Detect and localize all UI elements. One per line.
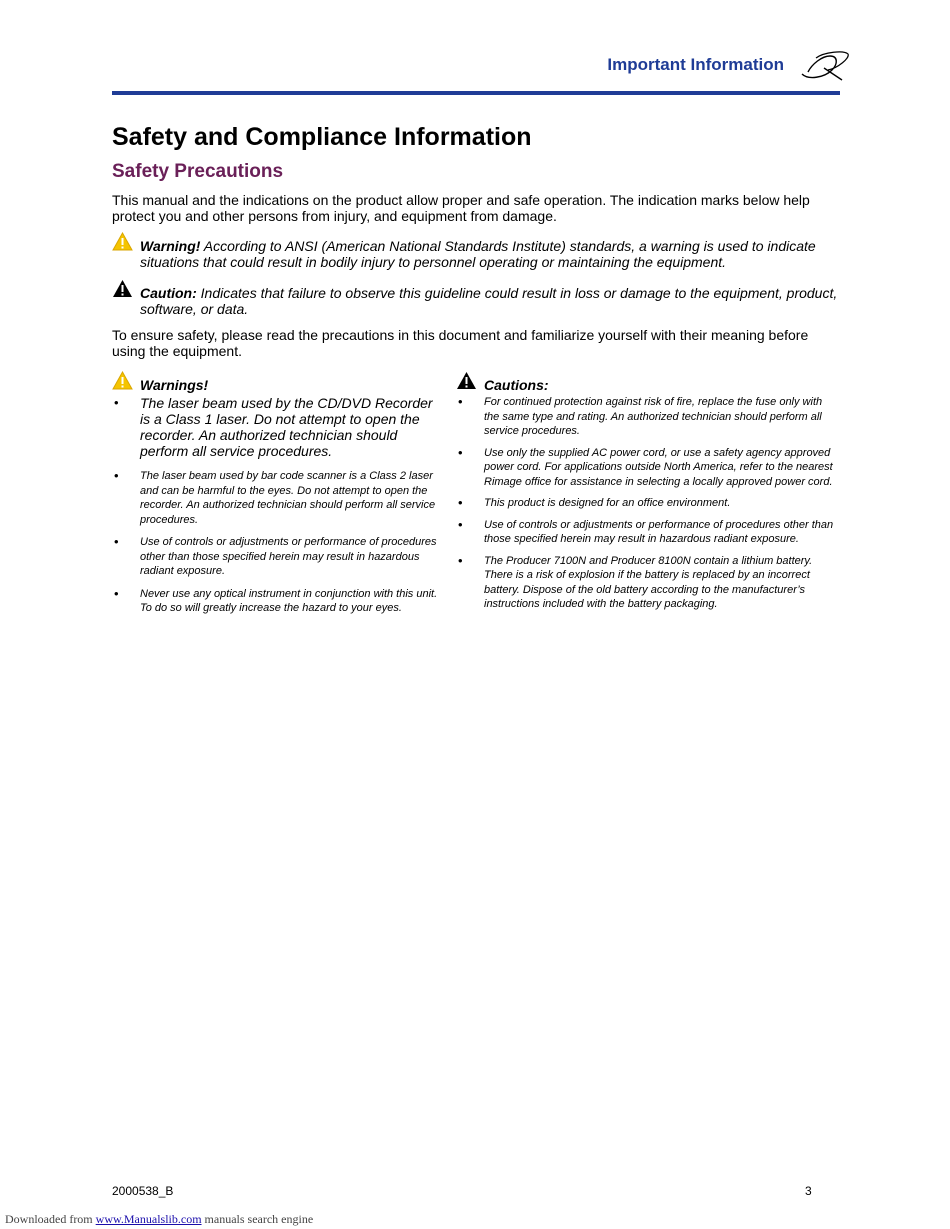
list-item: • For continued protection against risk of fire, replace the fuse only with the same type and rating. An authorized technician should perform all service procedures. — [456, 395, 840, 439]
warning-notice — [112, 238, 840, 270]
list-item: • The laser beam used by the CD/DVD Recorder is a Class 1 laser. Do not attempt to open the recorder. An authorized technician should perform all service procedures. — [112, 395, 442, 459]
yellow-warning-triangle-icon — [112, 371, 133, 390]
download-source-bar — [5, 1212, 313, 1227]
caution-text: Indicates that failure to observe this guideline could result in loss or damage to the equipment, product, software, or data. — [140, 285, 838, 317]
list-item: • Never use any optical instrument in conjunction with this unit. To do so will greatly increase the hazard to your eyes. — [112, 587, 442, 616]
cautions-column — [456, 373, 840, 619]
yellow-warning-triangle-icon — [112, 232, 133, 251]
cautions-heading-row — [456, 373, 840, 395]
header-title: Important Information — [607, 55, 784, 74]
header-rule — [112, 91, 840, 95]
warning-label: Warning! — [140, 238, 201, 254]
warnings-heading-row — [112, 373, 442, 395]
list-item: • Use of controls or adjustments or performance of procedures other than those specified herein may result in hazardous radiant exposure. — [456, 518, 840, 547]
warnings-list — [112, 395, 442, 616]
list-item: • This product is designed for an office environment. — [456, 496, 840, 511]
footer-page-number: 3 — [805, 1184, 812, 1198]
rimage-logo-icon — [798, 50, 850, 82]
page-title: Safety and Compliance Information — [112, 123, 532, 151]
manualslib-link[interactable]: www.Manualslib.com — [95, 1212, 202, 1226]
list-item: • The Producer 7100N and Producer 8100N contain a lithium battery. There is a risk of explosion if the battery is replaced by an incorrect battery. Dispose of the old battery according to the manufacturer’s instructions included with the battery packaging. — [456, 554, 840, 612]
black-caution-triangle-icon — [112, 279, 133, 298]
list-item: • Use only the supplied AC power cord, or use a safety agency approved power cord. For applications outside North America, refer to the nearest Rimage office for assistance in selecting a locally approved power cord. — [456, 446, 840, 490]
caution-label: Caution: — [140, 285, 197, 301]
list-item: • The laser beam used by bar code scanner is a Class 2 laser and can be harmful to the eyes. Do not attempt to open the recorder. An authorized technician should perform all service procedures. — [112, 469, 442, 527]
download-suffix: manuals search engine — [201, 1212, 314, 1226]
caution-notice — [112, 285, 840, 317]
section-title: Safety Precautions — [112, 161, 284, 182]
cautions-heading: Cautions: — [484, 377, 549, 393]
cautions-list — [456, 395, 840, 612]
ensure-safety-paragraph: To ensure safety, please read the precautions in this document and familiarize yourself with their meaning before using the equipment. — [112, 327, 809, 359]
black-caution-triangle-icon — [456, 371, 477, 390]
warnings-column — [112, 373, 442, 624]
footer-doc-number: 2000538_B — [112, 1184, 174, 1198]
list-item: • Use of controls or adjustments or performance of procedures other than those specified herein may result in hazardous radiant exposure. — [112, 535, 442, 579]
download-prefix: Downloaded from — [5, 1212, 96, 1226]
intro-paragraph: This manual and the indications on the product allow proper and safe operation. The indication marks below help protect you and other persons from injury, and equipment from damage. — [112, 192, 810, 224]
warning-text: According to ANSI (American National Standards Institute) standards, a warning is used to indicate situations that could result in bodily injury to personnel operating or maintaining the equipment. — [140, 238, 816, 270]
warnings-heading: Warnings! — [140, 377, 209, 393]
